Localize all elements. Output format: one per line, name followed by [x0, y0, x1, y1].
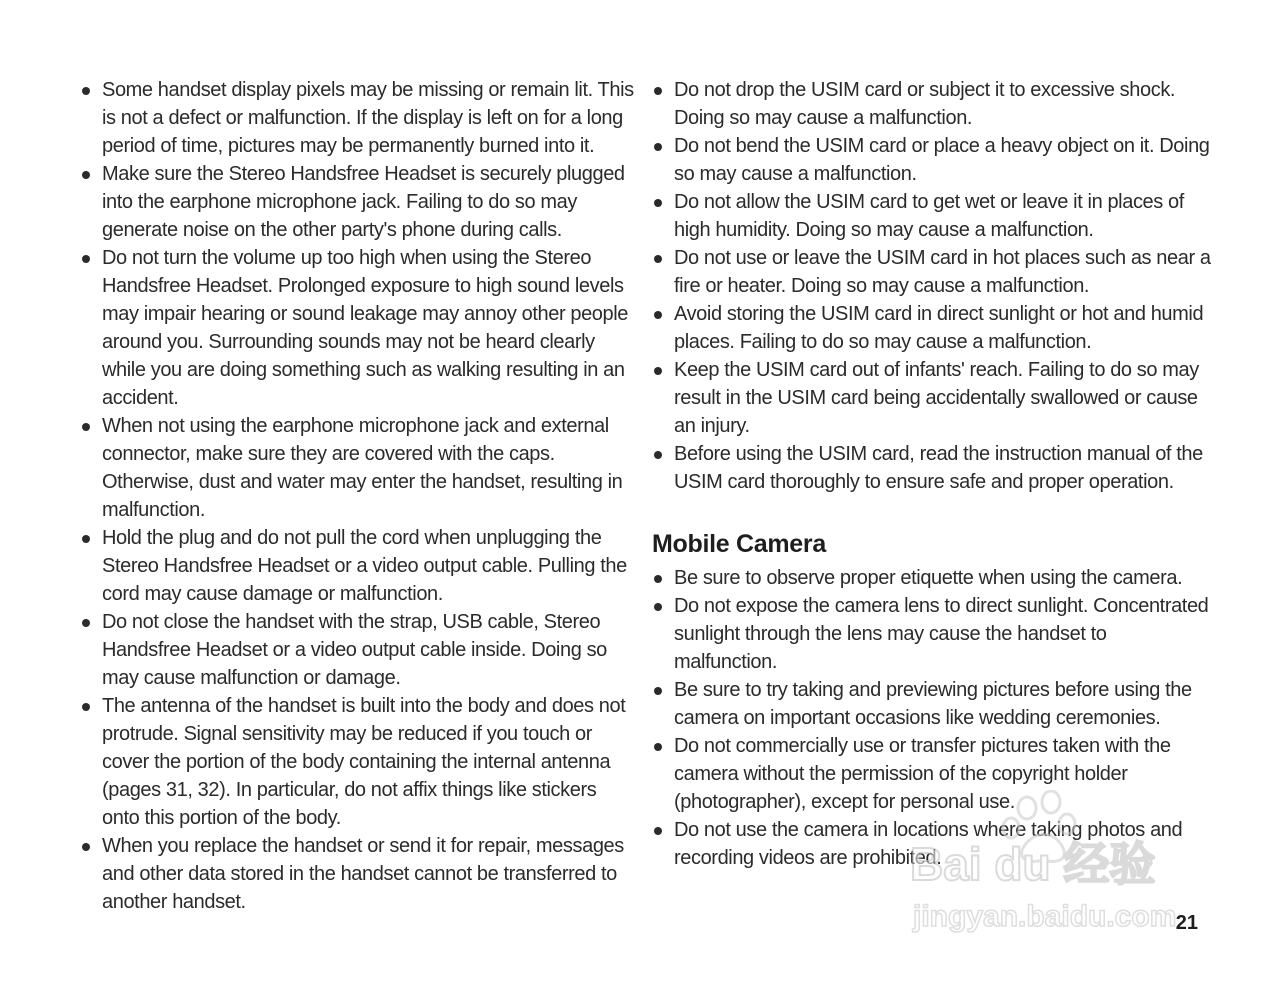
watermark-url: jingyan.baidu.com [913, 900, 1177, 933]
list-item: Before using the USIM card, read the instruction manual of the USIM card thoroughly to ensure safe and proper operation. [652, 440, 1212, 496]
list-item: Do not close the handset with the strap, USB cable, Stereo Handsfree Headset or a video output cable inside. Doing so may cause malfunction or damage. [80, 608, 636, 692]
list-item: Some handset display pixels may be missing or remain lit. This is not a defect or malfunction. If the display is left on for a long period of time, pictures may be permanently burned into it. [80, 76, 636, 160]
list-item: Keep the USIM card out of infants' reach. Failing to do so may result in the USIM card being accidentally swallowed or cause an injury. [652, 356, 1212, 440]
list-item: Do not turn the volume up too high when using the Stereo Handsfree Headset. Prolonged exposure to high sound levels may impair hearing or sound leakage may annoy other people around you. Surrounding sounds may not be heard clearly while you are doing something such as walking resulting in an accident. [80, 244, 636, 412]
watermark-brand: Bai du 经验 [910, 838, 1156, 890]
baidu-watermark [905, 790, 1205, 940]
list-item: Do not drop the USIM card or subject it to excessive shock. Doing so may cause a malfunction. [652, 76, 1212, 132]
usim-card-list [652, 76, 1212, 496]
list-item: Be sure to try taking and previewing pictures before using the camera on important occasions like wedding ceremonies. [652, 676, 1212, 732]
list-item: Hold the plug and do not pull the cord when unplugging the Stereo Handsfree Headset or a video output cable. Pulling the cord may cause damage or malfunction. [80, 524, 636, 608]
list-item: Do not allow the USIM card to get wet or leave it in places of high humidity. Doing so may cause a malfunction. [652, 188, 1212, 244]
page-number: 21 [1175, 912, 1198, 934]
list-item: Do not expose the camera lens to direct sunlight. Concentrated sunlight through the lens may cause the handset to malfunction. [652, 592, 1212, 676]
list-item: The antenna of the handset is built into the body and does not protrude. Signal sensitivity may be reduced if you touch or cover the portion of the body containing the internal antenna (pages 31, 32). In particular, do not affix things like stickers onto this portion of the body. [80, 692, 636, 832]
list-item: When you replace the handset or send it for repair, messages and other data stored in the handset cannot be transferred to another handset. [80, 832, 636, 916]
list-item: Do not use the camera in locations where taking photos and recording videos are prohibited. [652, 816, 1212, 872]
right-column [652, 76, 1212, 872]
left-column [80, 76, 636, 916]
list-item: Do not use or leave the USIM card in hot places such as near a fire or heater. Doing so may cause a malfunction. [652, 244, 1212, 300]
list-item: When not using the earphone microphone jack and external connector, make sure they are covered with the caps. Otherwise, dust and water may enter the handset, resulting in malfunction. [80, 412, 636, 524]
list-item: Do not commercially use or transfer pictures taken with the camera without the permission of the copyright holder (photographer), except for personal use. [652, 732, 1212, 816]
list-item: Be sure to observe proper etiquette when using the camera. [652, 564, 1212, 592]
list-item: Do not bend the USIM card or place a heavy object on it. Doing so may cause a malfunction. [652, 132, 1212, 188]
list-item: Make sure the Stereo Handsfree Headset is securely plugged into the earphone microphone jack. Failing to do so may generate noise on the other party's phone during calls. [80, 160, 636, 244]
section-heading-mobile-camera: Mobile Camera [652, 530, 826, 558]
precautions-list [80, 76, 636, 916]
list-item: Avoid storing the USIM card in direct sunlight or hot and humid places. Failing to do so may cause a malfunction. [652, 300, 1212, 356]
